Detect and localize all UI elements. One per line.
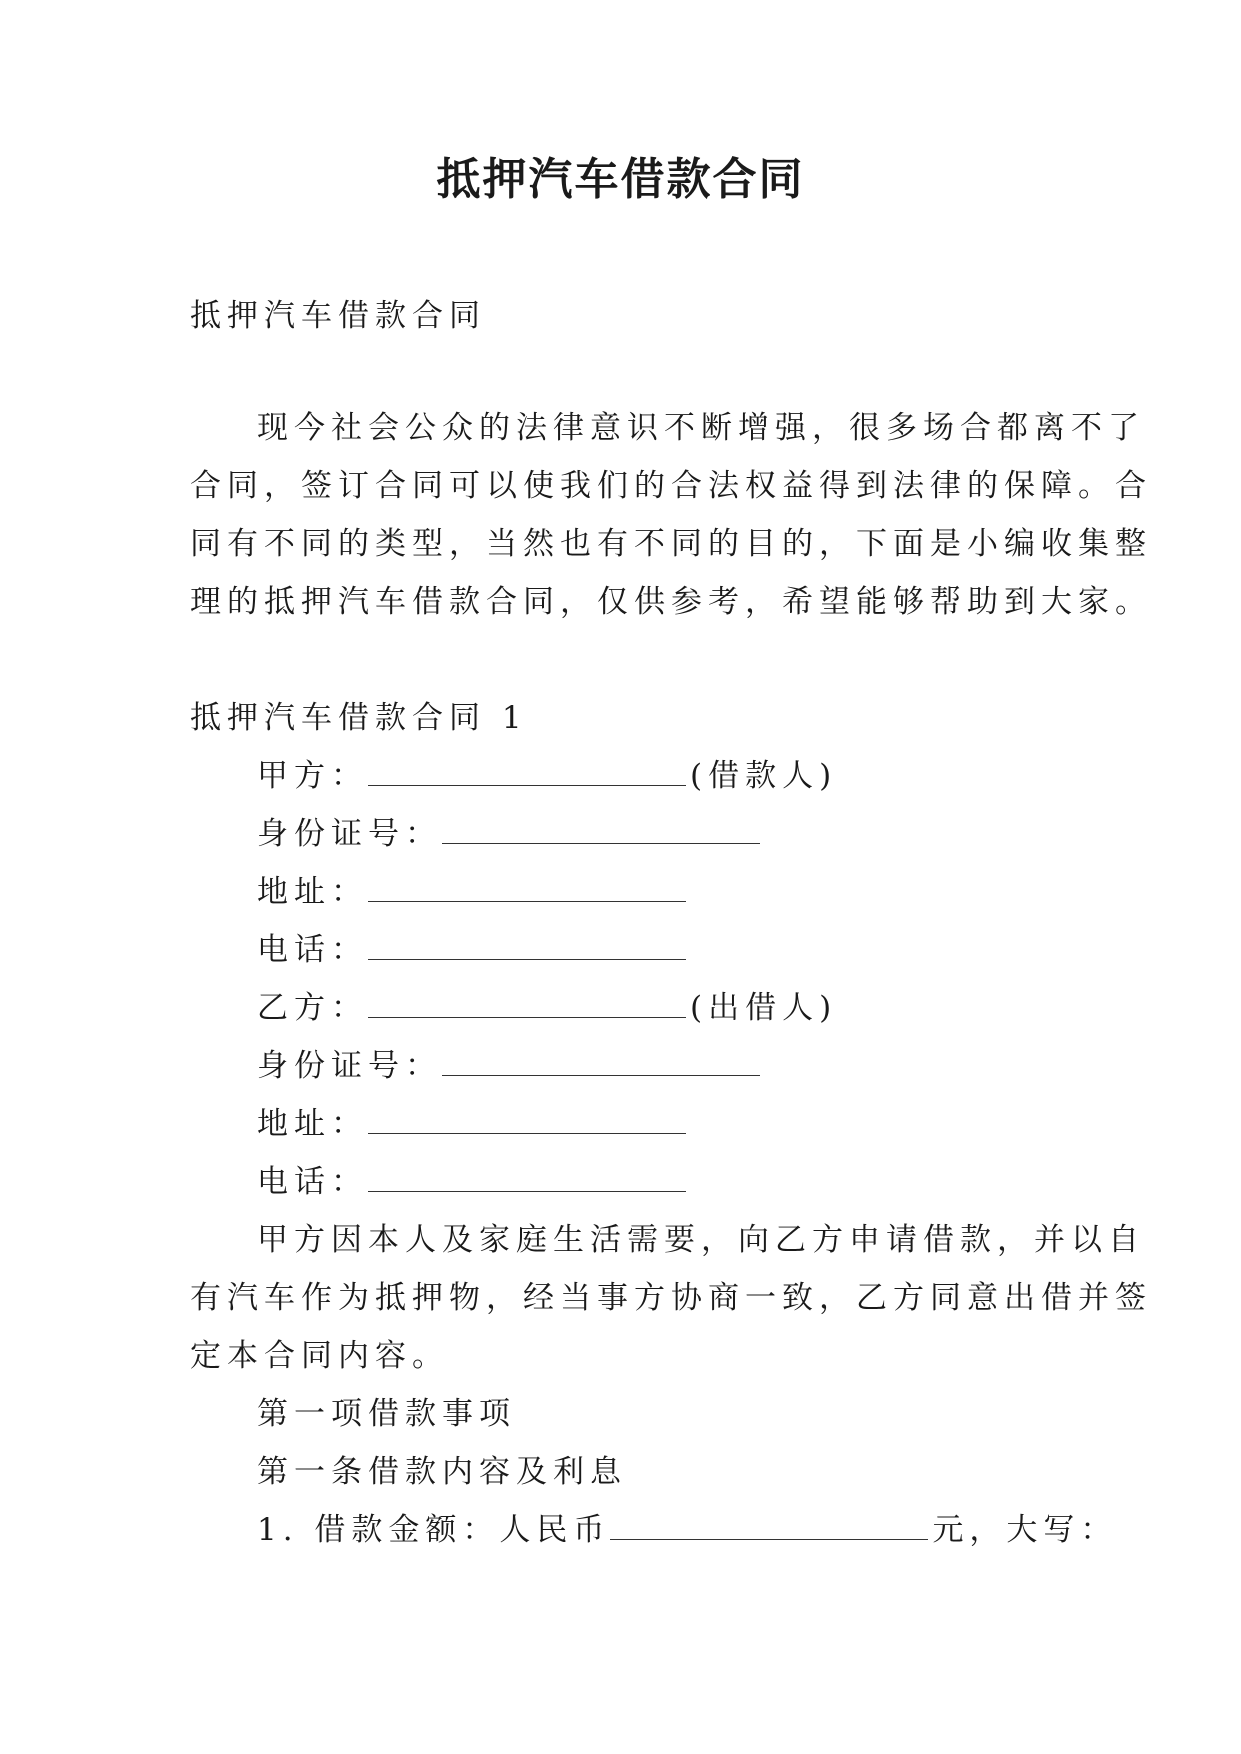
party-a-address-blank[interactable] — [368, 877, 686, 902]
loan-amount-label: 1. 借款金额：人民币 — [257, 1512, 611, 1548]
loan-amount-blank[interactable] — [610, 1515, 928, 1540]
party-a-name-blank[interactable] — [368, 761, 686, 786]
party-b-phone-blank[interactable] — [368, 1167, 686, 1192]
intro-line-2: 合同，签订合同可以使我们的合法权益得到法律的保障。合 — [190, 468, 1152, 504]
preamble-line-1: 甲方因本人及家庭生活需要，向乙方申请借款，并以自 — [257, 1222, 1145, 1258]
preamble-line-3: 定本合同内容。 — [190, 1338, 449, 1374]
party-b-row — [257, 988, 837, 1028]
party-a-id-blank[interactable] — [442, 819, 760, 844]
party-a-row — [257, 756, 837, 796]
party-a-address-row — [257, 872, 690, 912]
intro-line-4: 理的抵押汽车借款合同，仅供参考，希望能够帮助到大家。 — [190, 584, 1152, 620]
section-heading: 第一项借款事项 — [257, 1396, 516, 1432]
party-b-phone-label: 电话： — [257, 1164, 368, 1200]
party-a-role: (借款人) — [690, 758, 838, 794]
party-a-address-label: 地址： — [257, 874, 368, 910]
party-b-id-label: 身份证号： — [257, 1048, 442, 1084]
party-a-id-label: 身份证号： — [257, 816, 442, 852]
party-a-phone-blank[interactable] — [368, 935, 686, 960]
document-subtitle: 抵押汽车借款合同 — [190, 298, 486, 334]
article-heading: 第一条借款内容及利息 — [257, 1454, 627, 1490]
party-b-address-label: 地址： — [257, 1106, 368, 1142]
party-b-phone-row — [257, 1162, 690, 1202]
party-b-id-row — [257, 1046, 764, 1086]
party-a-phone-label: 电话： — [257, 932, 368, 968]
loan-amount-row — [257, 1510, 1117, 1550]
party-a-id-row — [257, 814, 764, 854]
party-b-role: (出借人) — [690, 990, 838, 1026]
party-b-label: 乙方： — [257, 990, 368, 1026]
document-title: 抵押汽车借款合同 — [436, 154, 805, 205]
intro-line-3: 同有不同的类型，当然也有不同的目的，下面是小编收集整 — [190, 526, 1152, 562]
party-b-address-row — [257, 1104, 690, 1144]
party-b-name-blank[interactable] — [368, 993, 686, 1018]
contract-heading: 抵押汽车借款合同 1 — [190, 700, 528, 736]
intro-line-1: 现今社会公众的法律意识不断增强，很多场合都离不了 — [257, 410, 1145, 446]
party-b-address-blank[interactable] — [368, 1109, 686, 1134]
party-b-id-blank[interactable] — [442, 1051, 760, 1076]
loan-amount-suffix: 元，大写： — [932, 1512, 1118, 1548]
party-a-phone-row — [257, 930, 690, 970]
preamble-line-2: 有汽车作为抵押物，经当事方协商一致，乙方同意出借并签 — [190, 1280, 1152, 1316]
party-a-label: 甲方： — [257, 758, 368, 794]
